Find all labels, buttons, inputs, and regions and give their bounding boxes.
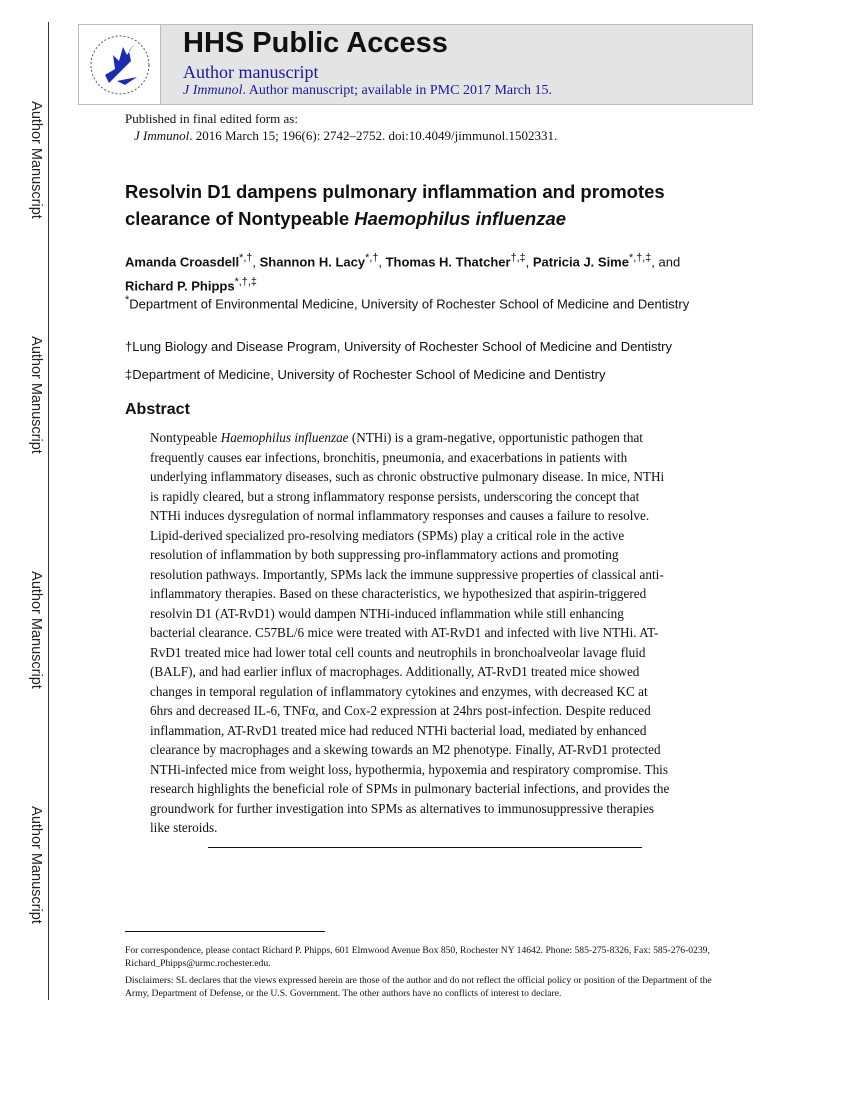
abstract-line: Lipid-derived specialized pro-resolving mediators (SPMs) play a critical role in the active [150, 527, 625, 543]
published-info: Published in final edited form as: J Immunol. 2016 March 15; 196(6): 2742–2752. doi:10.4049/jimmunol.1502331. [125, 111, 558, 143]
abstract-line: groundwork for further investigation into SPMs as alternatives to immunosuppressive therapies [150, 800, 654, 816]
header-subtitle: Author manuscript [183, 62, 319, 82]
abstract-line: bacterial clearance. C57BL/6 mice were treated with AT-RvD1 and infected with live NTHi. AT- [150, 625, 659, 640]
abstract-line: clearance by macrophages and a skewing towards an M2 phenotype. Finally, AT-RvD1 protected [150, 742, 661, 757]
abstract-line: is rapidly cleared, but a strong inflammatory response persists, underscoring the concept that [150, 488, 640, 504]
author-list: Amanda Croasdell*,†, Shannon H. Lacy*,†, Thomas H. Thatcher†,‡, Patricia J. Sime*,†,‡, and Richard P. Phipps*,†,‡ [125, 252, 681, 294]
abstract-line: underlying inflammatory diseases, such as chronic obstructive pulmonary disease. In mice, NTHi [150, 469, 665, 484]
correspondence-footnote: For correspondence, please contact Richard P. Phipps, 601 Elmwood Avenue Box 850, Rochester NY 14642. Phone: 585-275-8326, Fax: 585-276-0239, Richard_Phipps@urmc.rochester.edu. [125, 945, 710, 969]
abstract-end-rule [208, 847, 642, 848]
hhs-header [78, 24, 753, 105]
sidebar-label: Author Manuscript [28, 101, 44, 219]
abstract-line: Nontypeable Haemophilus influenzae (NTHi) is a gram-negative, opportunistic pathogen that [150, 430, 643, 445]
sidebar-label: Author Manuscript [28, 336, 44, 454]
affiliation: ‡Department of Medicine, University of Rochester School of Medicine and Dentistry [125, 367, 606, 382]
sidebar-label: Author Manuscript [28, 806, 44, 924]
abstract-line: 6hrs and decreased IL-6, TNFα, and Cox-2 expression at 24hrs post-infection. Despite reduced [150, 703, 651, 718]
abstract-line: research highlights the beneficial role of SPMs in pulmonary bacterial infections, and provides the [150, 781, 670, 796]
affiliation: *Department of Environmental Medicine, University of Rochester School of Medicine and Dentistry [125, 294, 690, 312]
sidebar-label: Author Manuscript [28, 571, 44, 689]
abstract-line: (BALF), and had earlier influx of macrophages. Additionally, AT-RvD1 treated mice showed [150, 664, 640, 679]
abstract-line: changes in temporal regulation of inflammatory cytokines and enzymes, with decreased KC at [150, 683, 648, 699]
hhs-logo [79, 25, 161, 104]
article-title: Resolvin D1 dampens pulmonary inflammation and promotes clearance of Nontypeable Haemophilus influenzae [125, 181, 665, 229]
abstract-line: like steroids. [150, 820, 218, 835]
abstract-body [150, 428, 669, 838]
abstract-line: RvD1 treated mice had lower total cell counts and neutrophils in bronchoalveolar lavage fluid [150, 644, 646, 660]
abstract-line: inflammatory therapies. Based on these characteristics, we hypothesized that aspirin-triggered [150, 586, 647, 601]
abstract-line: resolution pathways. Importantly, SPMs lack the immune suppressive properties of classical anti- [150, 566, 664, 582]
affiliation: †Lung Biology and Disease Program, University of Rochester School of Medicine and Dentistry [125, 339, 673, 354]
abstract-line: resolution of inflammation by both suppressing pro-inflammatory actions and promoting [150, 547, 619, 562]
header-title: HHS Public Access [183, 27, 448, 59]
sidebar-rule [48, 22, 49, 1000]
abstract-line: NTHi induces dysregulation of normal inflammatory responses and causes a failure to resolve. [150, 508, 650, 523]
abstract-heading: Abstract [125, 401, 190, 418]
hhs-eagle-icon [79, 25, 161, 104]
abstract-line: inflammation, AT-RvD1 treated mice had reduced NTHi bacterial load, mediated by enhanced [150, 722, 647, 738]
abstract-line: frequently causes ear infections, bronchitis, pneumonia, and exacerbations in patients with [150, 449, 628, 465]
footnote-rule [125, 931, 325, 932]
disclaimer-footnote: Disclaimers: SL declares that the views expressed herein are those of the author and do not reflect the official policy or position of the Department of the Army, Department of Defense, or the U.S. Government. The other authors have no conflicts of interest to declare. [125, 975, 712, 999]
header-journal-line: J Immunol. Author manuscript; available in PMC 2017 March 15. [183, 83, 553, 98]
abstract-line: NTHi-infected mice from weight loss, hypothermia, hypoxemia and respiratory compromise. This [150, 761, 668, 777]
abstract-line: resolvin D1 (AT-RvD1) would dampen NTHi-induced inflammation while still enhancing [150, 605, 624, 621]
